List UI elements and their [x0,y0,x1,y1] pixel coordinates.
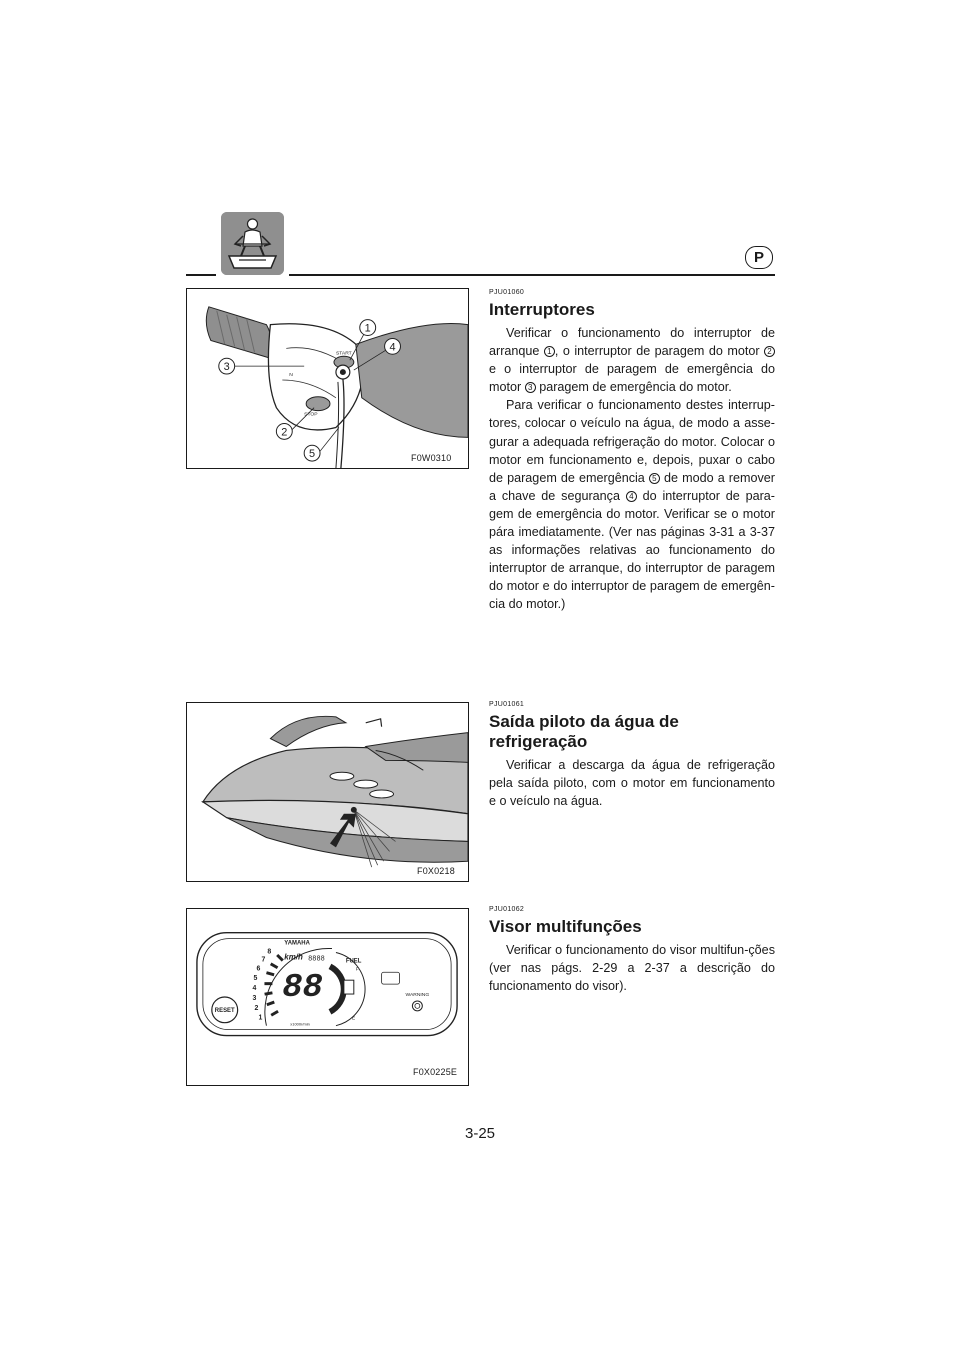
section-title: Saída piloto da água de refrigeração [489,712,679,751]
section-multifunction-display [489,906,775,995]
text-run: Verificar o funcionamento do interruptor de arranque [489,326,775,359]
reset-label: RESET [214,1007,235,1014]
callout-ref: 4 [626,491,637,502]
header-rule-left [186,274,216,276]
paragraph [489,941,775,995]
text-run: Verificar a descarga da água de refrigeração pela saída piloto, com o motor em funcionamento e o veículo na água. [489,758,775,809]
tach-number-7: 7 [261,956,266,964]
callout-ref: 2 [764,346,775,357]
text-run: Para verificar o funcionamento destes interrup-tores, colocar o veículo na água, de modo a asse-gurar a adequada refrigeração do motor. Colocar o motor em funcionamento e, depois, puxar o cabo de paragem de emergência [489,398,775,485]
callout-2: 2 [281,426,288,439]
speed-unit: km/h [284,952,303,962]
tach-number-8: 8 [267,948,272,956]
fuel-empty-mark: E [351,1016,356,1022]
text-run: Verificar o funcionamento do visor multifun-ções (ver nas págs. 2-29 a 2-37 a descrição do funcionamento do visor). [489,943,775,994]
section-body [489,941,775,995]
text-run: , o interruptor de paragem do motor [554,344,764,359]
figure-code: F0W0310 [411,453,452,463]
callout-ref: 1 [544,346,555,357]
rpm-label: x1000r/min [290,1021,310,1027]
tach-number-6: 6 [256,965,261,973]
switch-label-stop: STOP [304,412,318,418]
warning-label: WARNING [405,993,430,999]
switch-label-start: START [335,351,352,357]
paragraph [489,756,775,810]
language-badge: P [745,246,773,269]
tach-number-2: 2 [254,1004,259,1012]
section-code: PJU01060 [489,289,525,296]
text-run: paragem de emergência do motor. [535,380,732,395]
section-title: Visor multifunções [489,917,642,936]
callout-ref: 3 [525,382,536,393]
figure-watercraft [186,702,469,882]
text-run: de modo a remover a chave de segurança [489,470,775,503]
brand-logo: YAMAHA [284,940,310,947]
text-run: do interruptor de para-gem de emergência do motor. Verificar se o motor pára imediatamente. (Ver nas páginas 3-31 a 3-37 as informações relativas ao funcionamento do interruptor de arranque, do interruptor de paragem do motor e do interruptor de paragem de emergên-cia do motor.) [489,488,775,612]
text-run: e o interruptor de paragem de emergência do motor [489,362,775,395]
paragraph [489,324,775,396]
section-code: PJU01061 [489,701,525,708]
section-cooling-water [489,701,775,810]
figure-code: F0X0218 [417,866,455,876]
section-code: PJU01062 [489,906,525,913]
fuel-full-mark: F [355,967,359,973]
small-digits: 8888 [308,955,325,964]
figure-switches [186,288,469,469]
paragraph [489,396,775,613]
callout-ref: 5 [649,473,660,484]
section-body [489,756,775,810]
header-rule-right [289,274,775,276]
section-switches [489,289,775,614]
section-body [489,324,775,614]
callout-1: 1 [364,322,371,335]
tach-number-5: 5 [253,975,258,983]
fuel-label: FUEL [345,958,362,965]
figure-code: F0X0225E [413,1067,458,1077]
speed-digits: 88 [282,969,323,1007]
page-number: 3-25 [464,1125,496,1142]
rider-section-icon [221,212,284,275]
callout-5: 5 [309,448,316,461]
switch-label-n: N [289,373,293,379]
tach-number-4: 4 [252,985,257,993]
tach-number-1: 1 [258,1014,263,1022]
callout-4: 4 [389,341,396,354]
figure-display [186,908,469,1086]
tach-number-3: 3 [252,994,257,1002]
callout-3: 3 [223,361,230,374]
section-title: Interruptores [489,300,595,319]
